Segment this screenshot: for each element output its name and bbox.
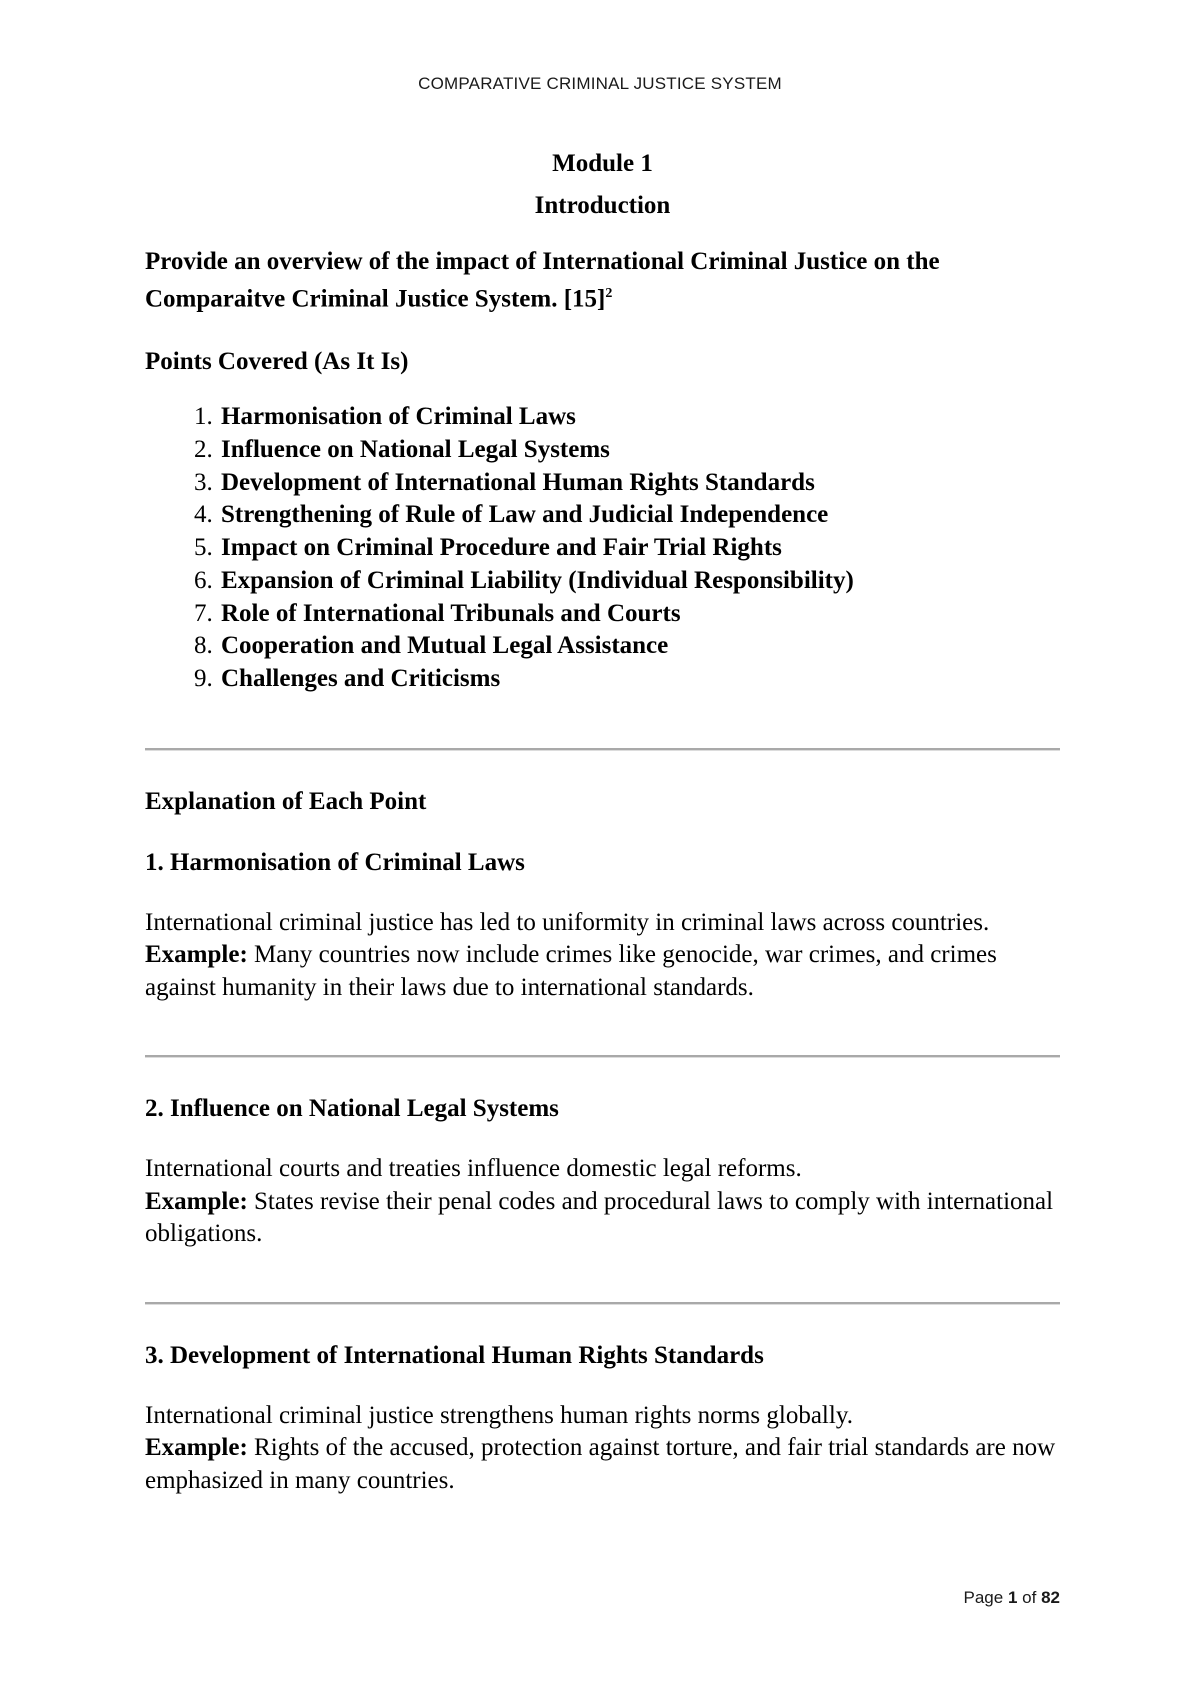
points-heading: Points Covered (As It Is) [145,348,409,376]
module-title: Introduction [534,192,671,219]
page-content [145,140,1060,1497]
section-heading-1: 1. Harmonisation of Criminal Laws [145,848,525,876]
list-item: 7. Role of International Tribunals and Courts [219,598,1060,631]
list-item: 8. Cooperation and Mutual Legal Assistance [219,630,1060,663]
module-number: Module 1 [552,150,653,177]
list-item: 9. Challenges and Criticisms [219,663,1060,696]
horizontal-rule [145,1302,1060,1305]
example-label: Example: [145,1187,248,1215]
page-number: 1 [1007,1588,1018,1607]
section-body: International courts and treaties influence domestic legal reforms. [145,1155,802,1183]
section-paragraph-1 [145,907,1060,1005]
section-paragraph-2 [145,1153,1060,1251]
list-item: 4. Strengthening of Rule of Law and Judicial Independence [219,499,1060,532]
example-text: States revise their penal codes and procedural laws to comply with international obligations. [145,1187,1054,1248]
example-text: Many countries now include crimes like genocide, war crimes, and crimes against humanity in their laws due to international standards. [145,941,997,1001]
running-header: COMPARATIVE CRIMINAL JUSTICE SYSTEM [418,74,782,93]
page-footer [964,1588,1060,1608]
example-label: Example: [145,941,248,969]
of-word: of [1022,1588,1037,1607]
list-item: 1. Harmonisation of Criminal Laws [219,401,1060,434]
section-body: International criminal justice has led to uniformity in criminal laws across countries. [145,908,990,936]
question-text: Provide an overview of the impact of International Criminal Justice on the Comparaitve Criminal Justice System. [15] [145,248,940,313]
list-item: 2. Influence on National Legal Systems [219,434,1060,467]
example-text: Rights of the accused, protection against torture, and fair trial standards are now emphasized in many countries. [145,1434,1056,1494]
footnote-mark: 2 [605,286,613,301]
page-word: Page [963,1588,1004,1607]
section-body: International criminal justice strengthens human rights norms globally. [145,1401,853,1429]
example-label: Example: [145,1434,248,1462]
section-heading-3: 3. Development of International Human Rights Standards [145,1341,764,1369]
question [145,246,1060,315]
total-pages: 82 [1041,1588,1060,1607]
list-item: 6. Expansion of Criminal Liability (Individual Responsibility) [219,565,1060,598]
horizontal-rule [145,748,1060,751]
horizontal-rule [145,1055,1060,1058]
explanation-heading: Explanation of Each Point [145,787,427,815]
section-paragraph-3 [145,1400,1060,1498]
list-item: 5. Impact on Criminal Procedure and Fair Trial Rights [219,532,1060,565]
section-heading-2: 2. Influence on National Legal Systems [145,1095,559,1123]
list-item: 3. Development of International Human Rights Standards [219,467,1060,500]
points-list [145,401,1060,695]
